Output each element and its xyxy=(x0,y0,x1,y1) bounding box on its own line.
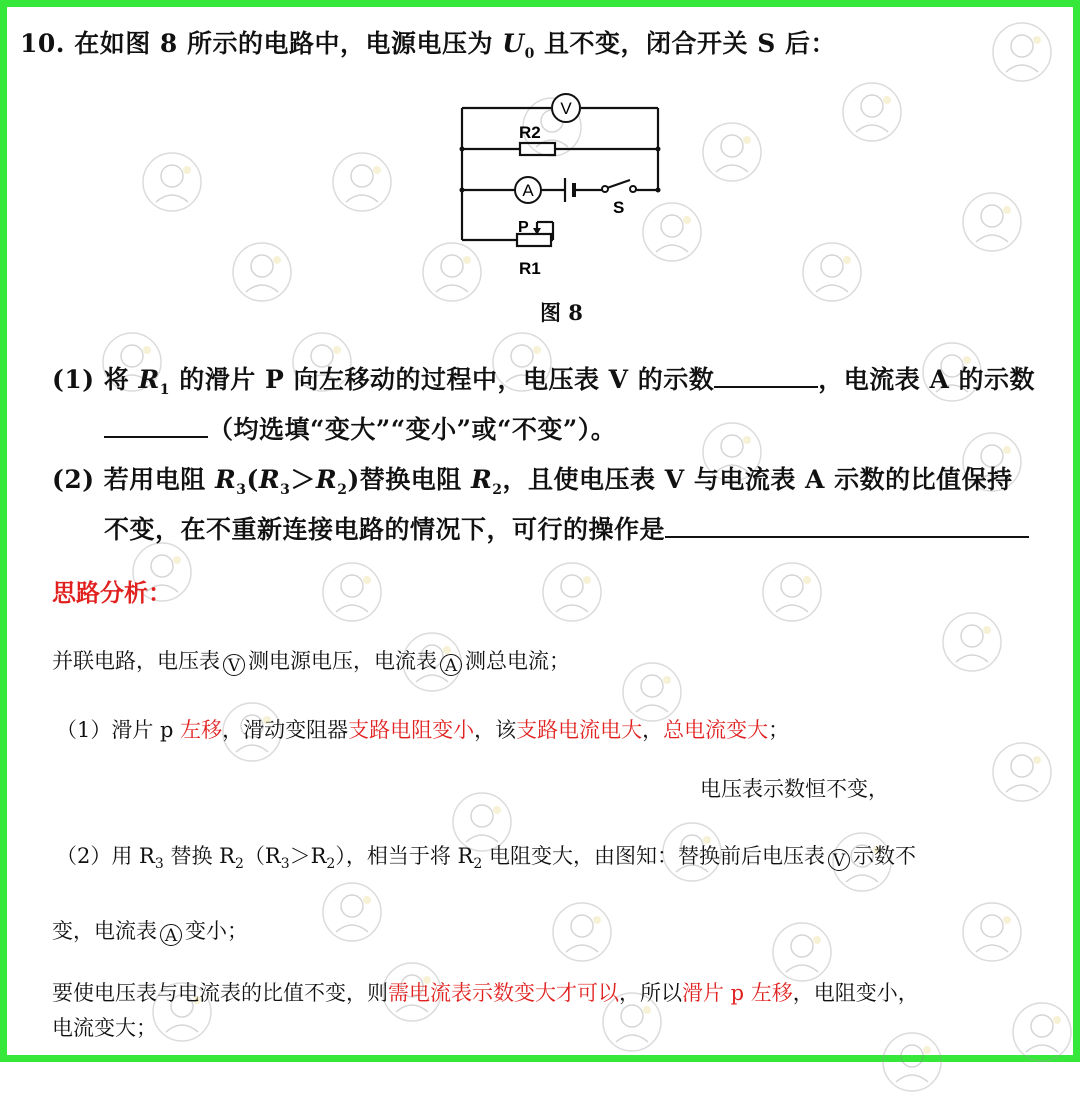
ammeter-symbol-2: A xyxy=(160,924,182,946)
watermark-stamp xyxy=(320,560,384,624)
question-part1-line2: （均选填“变大”“变小”或“不变”）。 xyxy=(104,410,616,446)
watermark-stamp xyxy=(140,150,204,214)
circuit-diagram xyxy=(455,92,670,284)
watermark-stamp xyxy=(800,240,864,304)
watermark-stamp xyxy=(770,920,834,984)
question-part2-line2: 不变，在不重新连接电路的情况下，可行的操作是 xyxy=(104,510,1029,546)
analysis-line6: 要使电压表与电流表的比值不变，则需电流表示数变大才可以，所以滑片 p 左移，电阻变小， xyxy=(52,981,919,1005)
watermark-stamp xyxy=(960,900,1024,964)
question-part2-line1: (2) 若用电阻 $R_3(R_3>R_2)$替换电阻 $R_2$，且使电压表 V 与电流表 A 示数的比值保持 xyxy=(52,465,1013,498)
watermark-stamp xyxy=(760,560,824,624)
watermark-stamp xyxy=(940,610,1004,674)
watermark-stamp xyxy=(1010,1000,1074,1064)
answer-blank-1[interactable] xyxy=(714,364,818,388)
analysis-line4: （2）用 $R_3$ 替换 $R_2(R_3>R_2)$，相当于将 $R_2$ 电阻变大，由图知：替换前后电压表 V 示数不 xyxy=(56,844,916,873)
watermark-stamp xyxy=(960,190,1024,254)
watermark-stamp xyxy=(880,1030,944,1094)
analysis-line2: （1）滑片 p 左移，滑动变阻器支路电阻变小，该支路电流电大，总电流变大； xyxy=(56,718,790,742)
switch-label: S xyxy=(613,198,625,217)
watermark-stamp xyxy=(320,880,384,944)
watermark-stamp xyxy=(330,150,394,214)
question-number: 10. xyxy=(20,29,65,58)
watermark-stamp xyxy=(540,560,604,624)
analysis-heading: 思路分析： xyxy=(52,578,172,607)
watermark-stamp xyxy=(840,80,904,144)
question-part1-line1: (1) 将 $R_1$ 的滑片 P 向左移动的过程中，电压表 V 的示数 ，电流表 A 的示数 xyxy=(52,365,1036,398)
answer-blank-3[interactable] xyxy=(665,514,1029,538)
analysis-line1: 并联电路，电压表 V 测电源电压，电流表 A 测总电流； xyxy=(52,649,570,676)
watermark-stamp xyxy=(230,240,294,304)
voltmeter-symbol: V xyxy=(223,654,245,676)
voltmeter-symbol-2: V xyxy=(828,849,850,871)
ammeter-symbol: A xyxy=(440,654,462,676)
watermark-stamp xyxy=(550,900,614,964)
answer-blank-2[interactable] xyxy=(104,414,208,438)
ammeter-label: A xyxy=(522,181,534,200)
analysis-line7: 电流变大； xyxy=(52,1016,157,1040)
watermark-stamp xyxy=(990,20,1054,84)
r1-label: R1 xyxy=(519,259,541,278)
analysis-line3: 电压表示数恒不变， xyxy=(700,777,889,801)
figure-caption: 图 8 xyxy=(540,300,583,325)
slider-label: P xyxy=(518,219,529,236)
watermark-stamp xyxy=(700,120,764,184)
watermark-stamp xyxy=(990,740,1054,804)
r2-label: R2 xyxy=(519,123,541,142)
question-intro: 10. 在如图 8 所示的电路中，电源电压为 $U_0$ 且不变，闭合开关 S 后： xyxy=(20,29,836,62)
analysis-line5: 变，电流表 A 变小； xyxy=(52,919,248,946)
voltmeter-label: V xyxy=(560,99,572,118)
